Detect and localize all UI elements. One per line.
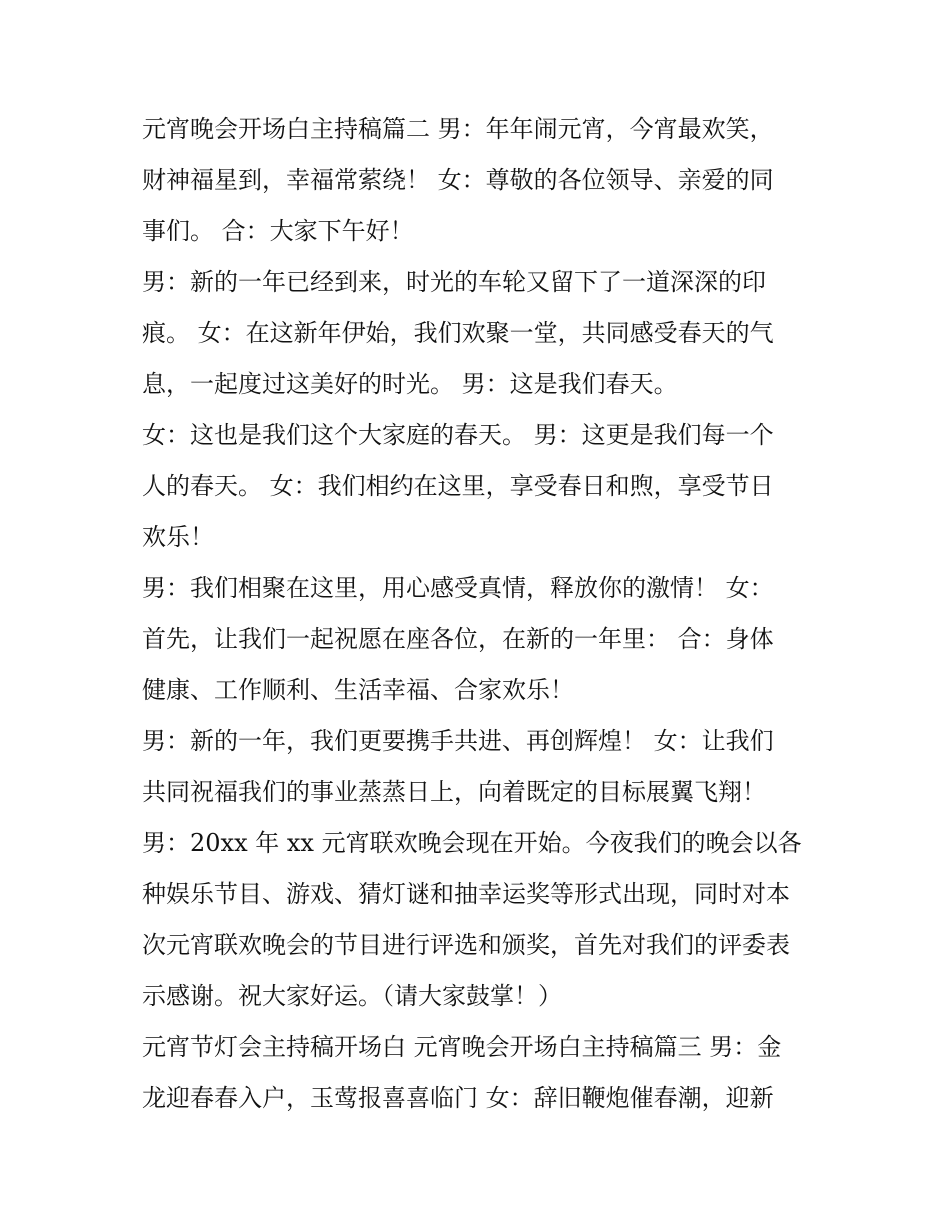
- text-line: 痕。 女：在这新年伊始，我们欢聚一堂，共同感受春天的气: [142, 319, 774, 347]
- text-line: 男：我们相聚在这里，用心感受真情，释放你的激情！ 女：: [142, 574, 774, 602]
- text-line: 欢乐！: [142, 523, 214, 551]
- text-line: 财神福星到，幸福常萦绕！ 女：尊敬的各位领导、亲爱的同: [142, 166, 774, 194]
- text-line: 健康、工作顺利、生活幸福、合家欢乐！: [142, 676, 574, 704]
- text-line: 首先，让我们一起祝愿在座各位，在新的一年里： 合：身体: [142, 625, 774, 653]
- text-line: 次元宵联欢晚会的节目进行评选和颁奖，首先对我们的评委表: [142, 931, 790, 959]
- text-line: 息，一起度过这美好的时光。 男：这是我们春天。: [142, 370, 678, 398]
- text-line: 事们。 合：大家下午好！: [142, 217, 414, 245]
- text-line: 男：20xx 年 xx 元宵联欢晚会现在开始。今夜我们的晚会以各: [142, 829, 802, 857]
- text-line: 男：新的一年已经到来，时光的车轮又留下了一道深深的印: [142, 268, 766, 296]
- text-line: 示感谢。祝大家好运。（请大家鼓掌！）: [142, 982, 562, 1010]
- text-line: 元宵晚会开场白主持稿篇二 男：年年闹元宵，今宵最欢笑，: [142, 115, 774, 143]
- text-line: 男：新的一年，我们更要携手共进、再创辉煌！ 女：让我们: [142, 727, 774, 755]
- text-line: 女：这也是我们这个大家庭的春天。 男：这更是我们每一个: [142, 421, 774, 449]
- text-line: 龙迎春春入户，玉莺报喜喜临门 女：辞旧鞭炮催春潮，迎新: [142, 1084, 774, 1112]
- text-line: 共同祝福我们的事业蒸蒸日上，向着既定的目标展翼飞翔！: [142, 778, 766, 806]
- text-line: 种娱乐节目、游戏、猜灯谜和抽幸运奖等形式出现，同时对本: [142, 880, 790, 908]
- text-line: 元宵节灯会主持稿开场白 元宵晚会开场白主持稿篇三 男：金: [142, 1033, 782, 1061]
- text-line: 人的春天。 女：我们相约在这里，享受春日和煦，享受节日: [142, 472, 774, 500]
- document-body: [142, 104, 812, 1124]
